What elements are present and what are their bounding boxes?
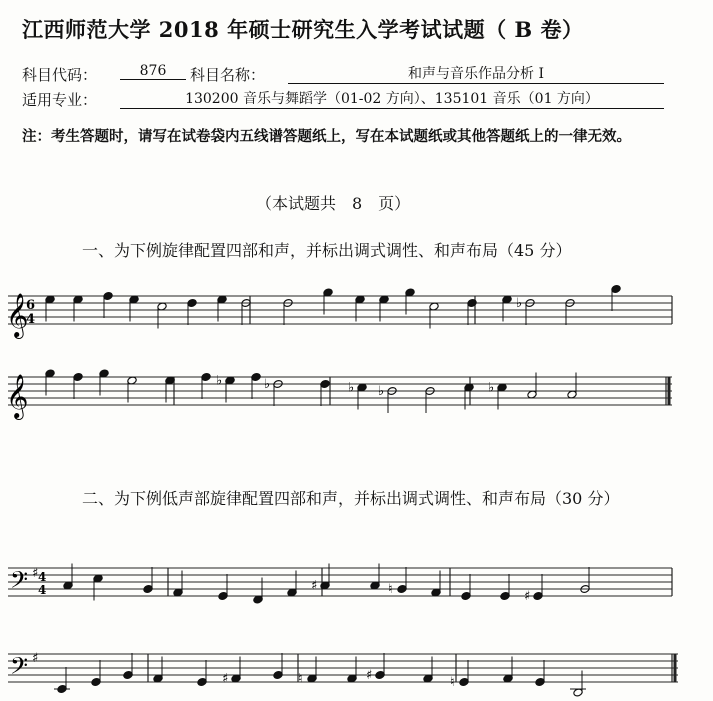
time-signature-4-4: 4 xyxy=(38,570,47,584)
svg-text:4: 4 xyxy=(26,312,36,327)
treble-clef-icon: 𝄞 xyxy=(6,374,29,418)
accidental-icon: ♯ xyxy=(366,668,373,683)
accidental-icon: ♮ xyxy=(298,671,303,687)
subject-code-value: 876 xyxy=(120,63,186,80)
question-2-heading: 二、为下例低声部旋律配置四部和声，并标出调式调性、和声布局（30 分） xyxy=(82,489,620,508)
bass-clef-icon: 𝄢 xyxy=(10,566,29,599)
staff-q2-system2 xyxy=(8,654,678,682)
accidental-icon: ♭ xyxy=(488,380,495,396)
accidental-icon: ♮ xyxy=(450,675,455,690)
notes-q2-system1 xyxy=(63,564,590,605)
notes-q1-system1 xyxy=(45,285,621,329)
accidental-icon: ♭ xyxy=(516,296,523,311)
svg-text:4: 4 xyxy=(38,583,47,597)
major-value: 130200 音乐与舞蹈学（01-02 方向）、135101 音乐（01 方向） xyxy=(120,88,664,109)
page-count: （本试题共 8 页） xyxy=(256,194,411,213)
major-label: 适用专业： xyxy=(22,91,98,109)
exam-title: 江西师范大学 2018 年硕士研究生入学考试试题（ B 卷） xyxy=(22,17,584,42)
barlines xyxy=(148,296,675,682)
treble-clef-icon: 𝄞 xyxy=(6,293,29,337)
key-signature-sharp-icon: ♯ xyxy=(32,651,39,666)
key-signature-sharp-icon: ♯ xyxy=(32,566,39,581)
accidental-icon: ♯ xyxy=(311,578,318,594)
question-1-heading: 一、为下例旋律配置四部和声，并标出调式调性、和声布局（45 分） xyxy=(82,241,572,260)
accidental-icon: ♯ xyxy=(524,589,531,604)
bass-clef-icon: 𝄢 xyxy=(10,652,29,685)
subject-name-value: 和声与音乐作品分析 I xyxy=(288,63,664,84)
subject-name-label: 科目名称： xyxy=(190,66,266,84)
staff-q2-system1 xyxy=(8,568,672,596)
accidental-icon: ♭ xyxy=(378,384,385,399)
accidental-icon: ♭ xyxy=(216,373,223,389)
accidental-icon: ♭ xyxy=(264,377,271,392)
subject-code-label: 科目代码： xyxy=(22,66,98,84)
time-signature-6-4: 6 xyxy=(26,298,36,313)
accidental-icon: ♮ xyxy=(388,582,393,597)
accidental-icon: ♭ xyxy=(348,380,355,396)
accidental-icon: ♯ xyxy=(222,671,229,687)
exam-note: 注：考生答题时，请写在试卷袋内五线谱答题纸上，写在本试题纸或其他答题纸上的一律无效。 xyxy=(22,128,631,145)
